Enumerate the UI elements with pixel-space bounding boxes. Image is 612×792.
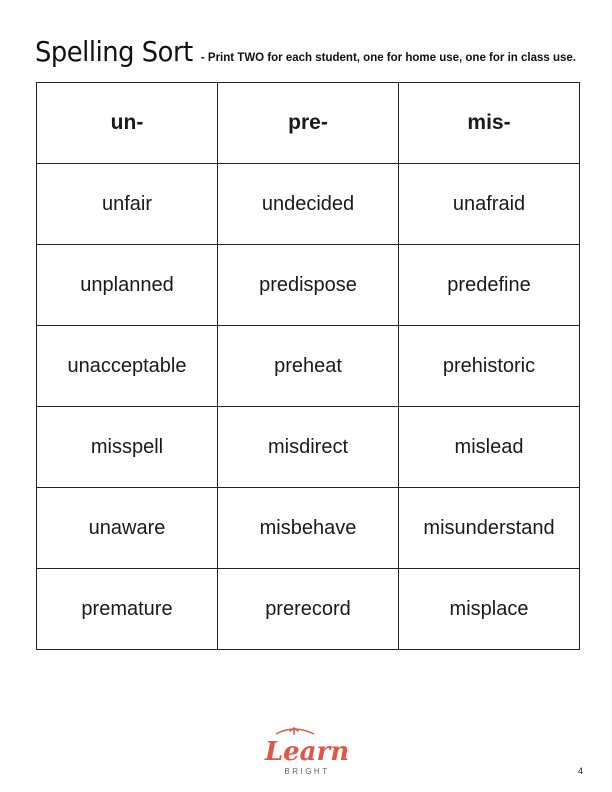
- logo-tagline: BRIGHT: [284, 767, 330, 776]
- word-card: prerecord: [218, 569, 399, 650]
- learn-bright-logo: [252, 722, 362, 782]
- word-card: premature: [37, 569, 218, 650]
- column-header-pre: pre-: [218, 83, 399, 164]
- page-number: 4: [578, 766, 584, 776]
- word-card: unacceptable: [37, 326, 218, 407]
- word-card: misplace: [399, 569, 580, 650]
- spelling-sort-table: [36, 82, 580, 650]
- word-card: misspell: [37, 407, 218, 488]
- table-row: [37, 569, 580, 650]
- word-card: misunderstand: [399, 488, 580, 569]
- word-card: unafraid: [399, 164, 580, 245]
- table-row: [37, 407, 580, 488]
- table-row: [37, 488, 580, 569]
- word-card: misbehave: [218, 488, 399, 569]
- table-header-row: [37, 83, 580, 164]
- page-title: Spelling Sort: [35, 35, 193, 68]
- table-row: [37, 326, 580, 407]
- page-instructions: - Print TWO for each student, one for home use, one for in class use.: [200, 52, 576, 64]
- word-card: unfair: [37, 164, 218, 245]
- column-header-un: un-: [37, 83, 218, 164]
- column-header-mis: mis-: [399, 83, 580, 164]
- word-card: undecided: [218, 164, 399, 245]
- word-card: unaware: [37, 488, 218, 569]
- word-card: misdirect: [218, 407, 399, 488]
- page-header: [35, 35, 576, 68]
- word-card: predispose: [218, 245, 399, 326]
- word-card: mislead: [399, 407, 580, 488]
- table-row: [37, 245, 580, 326]
- word-card: predefine: [399, 245, 580, 326]
- word-card: prehistoric: [399, 326, 580, 407]
- table-row: [37, 164, 580, 245]
- word-card: unplanned: [37, 245, 218, 326]
- logo-wordmark: Learn: [264, 737, 350, 767]
- word-card: preheat: [218, 326, 399, 407]
